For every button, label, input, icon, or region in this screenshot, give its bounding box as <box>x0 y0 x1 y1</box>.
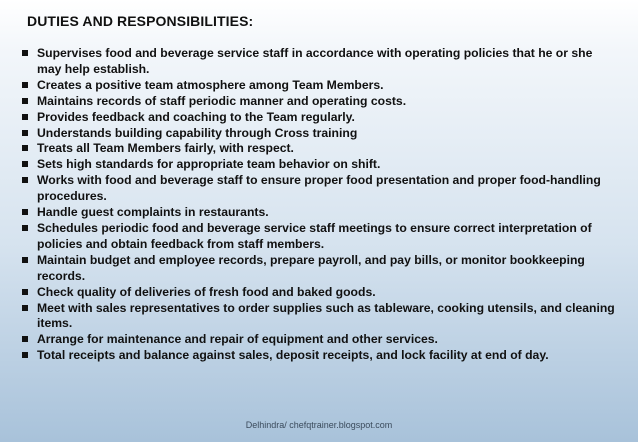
list-item <box>22 332 616 348</box>
square-bullet-icon <box>22 289 28 295</box>
list-item <box>22 348 616 364</box>
list-item <box>22 221 616 253</box>
list-item <box>22 157 616 173</box>
list-item-text: Understands building capability through Cross training <box>37 125 358 140</box>
list-item <box>22 78 616 94</box>
list-item <box>22 110 616 126</box>
list-item-text: Provides feedback and coaching to the Team regularly. <box>37 109 355 124</box>
list-item <box>22 94 616 110</box>
square-bullet-icon <box>22 225 28 231</box>
list-item-text: Treats all Team Members fairly, with respect. <box>37 141 294 156</box>
square-bullet-icon <box>22 209 28 215</box>
list-item <box>22 301 616 333</box>
list-item <box>22 205 616 221</box>
list-item-text: Sets high standards for appropriate team behavior on shift. <box>37 157 381 172</box>
list-item <box>22 173 616 205</box>
list-item <box>22 126 616 142</box>
list-item-text: Total receipts and balance against sales, deposit receipts, and lock facility at end of day. <box>37 348 549 363</box>
square-bullet-icon <box>22 82 28 88</box>
square-bullet-icon <box>22 145 28 151</box>
square-bullet-icon <box>22 177 28 183</box>
list-item-text: Maintains records of staff periodic manner and operating costs. <box>37 93 407 108</box>
square-bullet-icon <box>22 352 28 358</box>
square-bullet-icon <box>22 257 28 263</box>
square-bullet-icon <box>22 50 28 56</box>
square-bullet-icon <box>22 305 28 311</box>
list-item <box>22 46 616 78</box>
list-item-text: Check quality of deliveries of fresh food and baked goods. <box>37 284 376 299</box>
list-item <box>22 253 616 285</box>
list-item-text: Works with food and beverage staff to ensure proper food presentation and proper food-handling procedures. <box>37 173 601 204</box>
list-item-text: Handle guest complaints in restaurants. <box>37 205 269 220</box>
list-item <box>22 285 616 301</box>
slide-heading: DUTIES AND RESPONSIBILITIES: <box>27 13 254 29</box>
square-bullet-icon <box>22 114 28 120</box>
list-item-text: Creates a positive team atmosphere among Team Members. <box>37 77 384 92</box>
list-item-text: Maintain budget and employee records, prepare payroll, and pay bills, or monitor bookkeeping records. <box>37 252 585 283</box>
list-item-text: Supervises food and beverage service staff in accordance with operating policies that he or she may help establish. <box>37 46 593 76</box>
square-bullet-icon <box>22 161 28 167</box>
list-item-text: Meet with sales representatives to order supplies such as tableware, cooking utensils, and cleaning items. <box>37 300 615 331</box>
list-item <box>22 141 616 157</box>
square-bullet-icon <box>22 98 28 104</box>
square-bullet-icon <box>22 130 28 136</box>
list-item-text: Schedules periodic food and beverage service staff meetings to ensure correct interpretation of policies and obtain feedback from staff members. <box>37 220 592 251</box>
slide-footer: Delhindra/ chefqtrainer.blogspot.com <box>245 420 393 430</box>
list-item-text: Arrange for maintenance and repair of equipment and other services. <box>37 332 438 347</box>
square-bullet-icon <box>22 336 28 342</box>
duties-list <box>22 46 616 364</box>
